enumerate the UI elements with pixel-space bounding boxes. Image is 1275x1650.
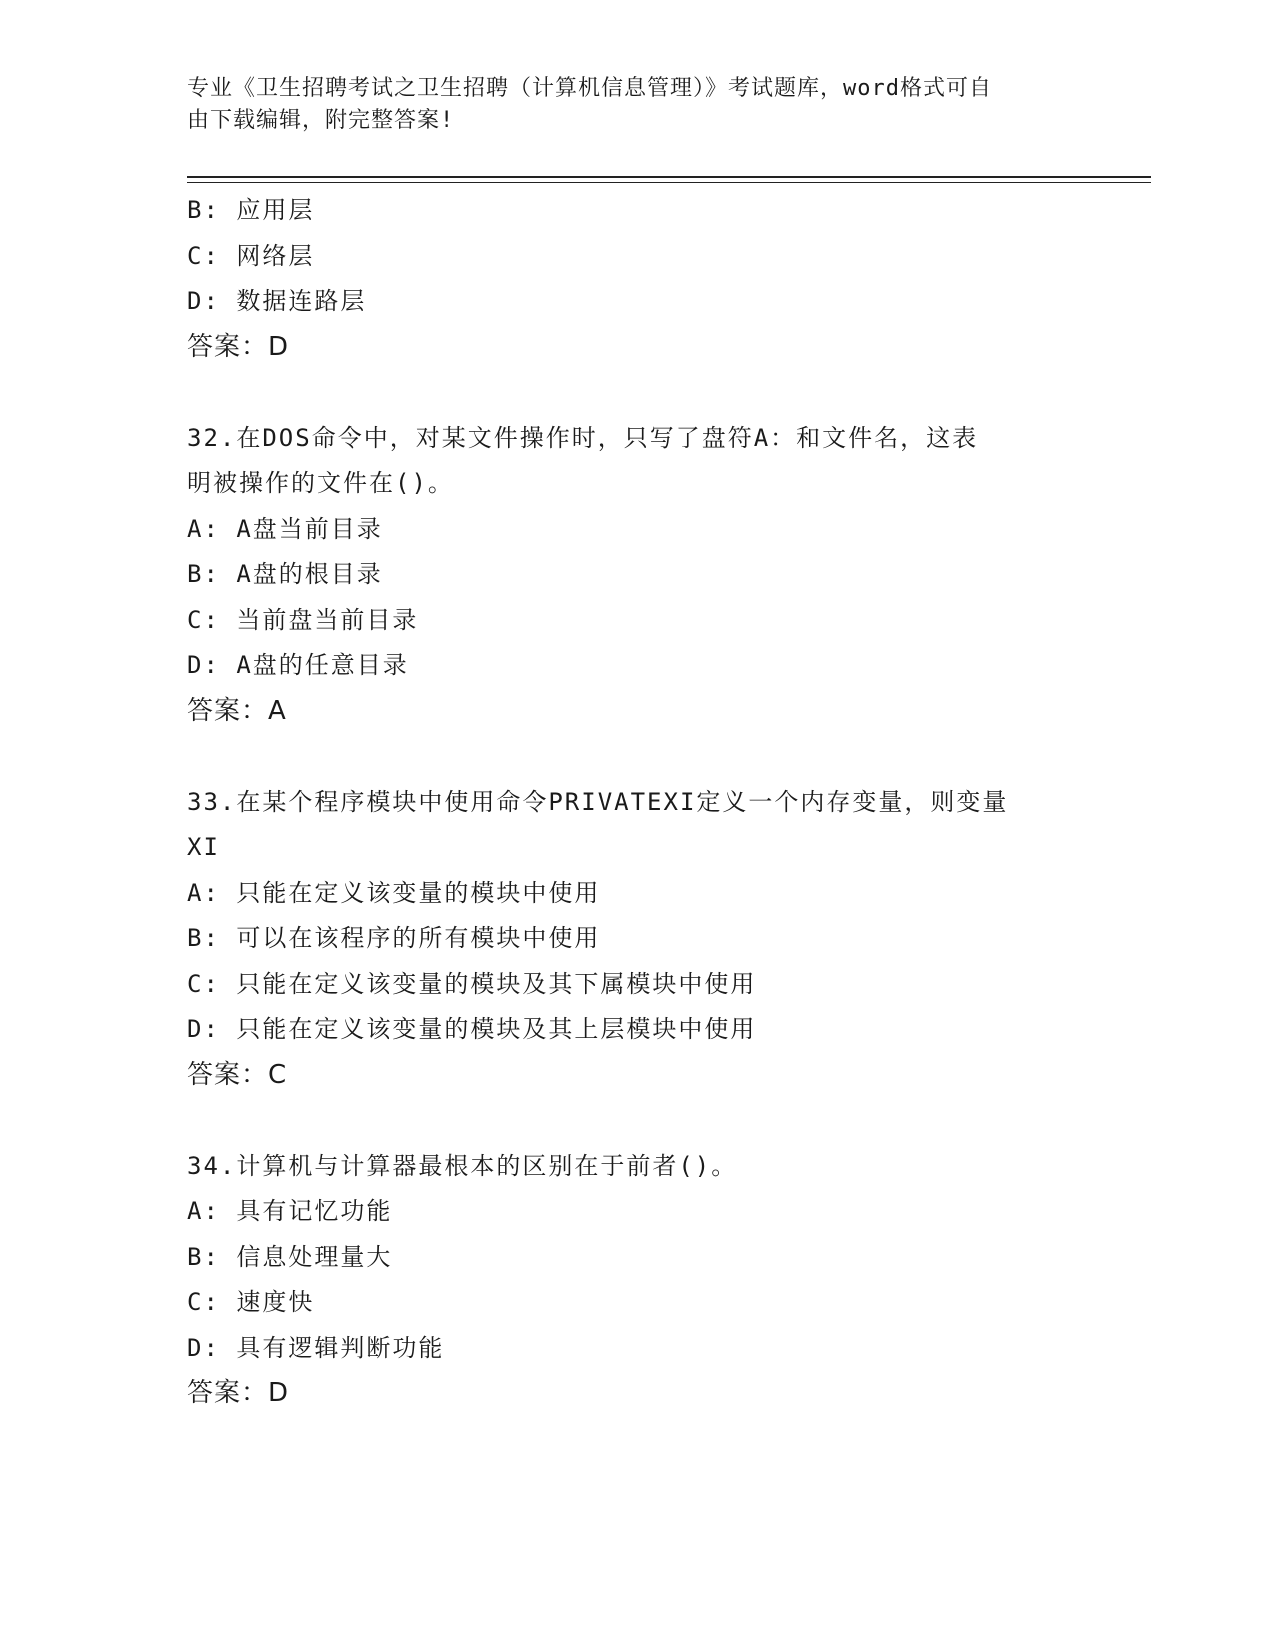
question-34: [187, 1144, 1087, 1417]
question-text-line-2: 明被操作的文件在()。: [187, 469, 454, 497]
option-c: C: 当前盘当前目录: [187, 605, 419, 634]
answer-line: 答案：D: [187, 331, 290, 362]
question-text-line-1: 33.在某个程序模块中使用命令PRIVATEXI定义一个内存变量，则变量: [187, 787, 1009, 816]
answer-line: 答案：A: [187, 695, 287, 726]
option-d: D: 只能在定义该变量的模块及其上层模块中使用: [187, 1015, 757, 1043]
option-d: D: 数据连路层: [187, 287, 367, 315]
answer-line: 答案：C: [187, 1059, 288, 1090]
question-list: [187, 188, 1087, 1417]
option-c: C: 网络层: [187, 241, 315, 270]
question-text-line-1: 34.计算机与计算器最根本的区别在于前者()。: [187, 1151, 738, 1180]
header-divider-thin: [187, 182, 1151, 183]
option-b: B: A盘的根目录: [187, 560, 383, 588]
option-a: A: 具有记忆功能: [187, 1197, 393, 1225]
question-33: [187, 780, 1087, 1099]
question-text-line-1: 32.在DOS命令中，对某文件操作时，只写了盘符A：和文件名，这表: [187, 423, 979, 452]
option-a: A: 只能在定义该变量的模块中使用: [187, 878, 601, 907]
option-c: C: 速度快: [187, 1288, 315, 1316]
option-d: D: 具有逻辑判断功能: [187, 1333, 445, 1362]
question-31-continued: [187, 188, 1087, 370]
document-header: [187, 73, 1067, 137]
question-32: [187, 416, 1087, 735]
answer-line: 答案：D: [187, 1378, 290, 1408]
option-d: D: A盘的任意目录: [187, 651, 409, 679]
spacer: [187, 370, 1087, 416]
option-c: C: 只能在定义该变量的模块及其下属模块中使用: [187, 969, 757, 998]
spacer: [187, 1098, 1087, 1144]
option-b: B: 信息处理量大: [187, 1242, 393, 1271]
header-line-2: 由下载编辑，附完整答案!: [187, 108, 455, 133]
option-b: B: 应用层: [187, 196, 315, 224]
option-b: B: 可以在该程序的所有模块中使用: [187, 924, 601, 952]
header-divider-thick: [187, 176, 1151, 178]
header-line-1: 专业《卫生招聘考试之卫生招聘（计算机信息管理）》考试题库，word格式可自: [187, 76, 992, 101]
spacer: [187, 734, 1087, 780]
question-text-line-2: XI: [187, 833, 220, 861]
option-a: A: A盘当前目录: [187, 514, 383, 543]
